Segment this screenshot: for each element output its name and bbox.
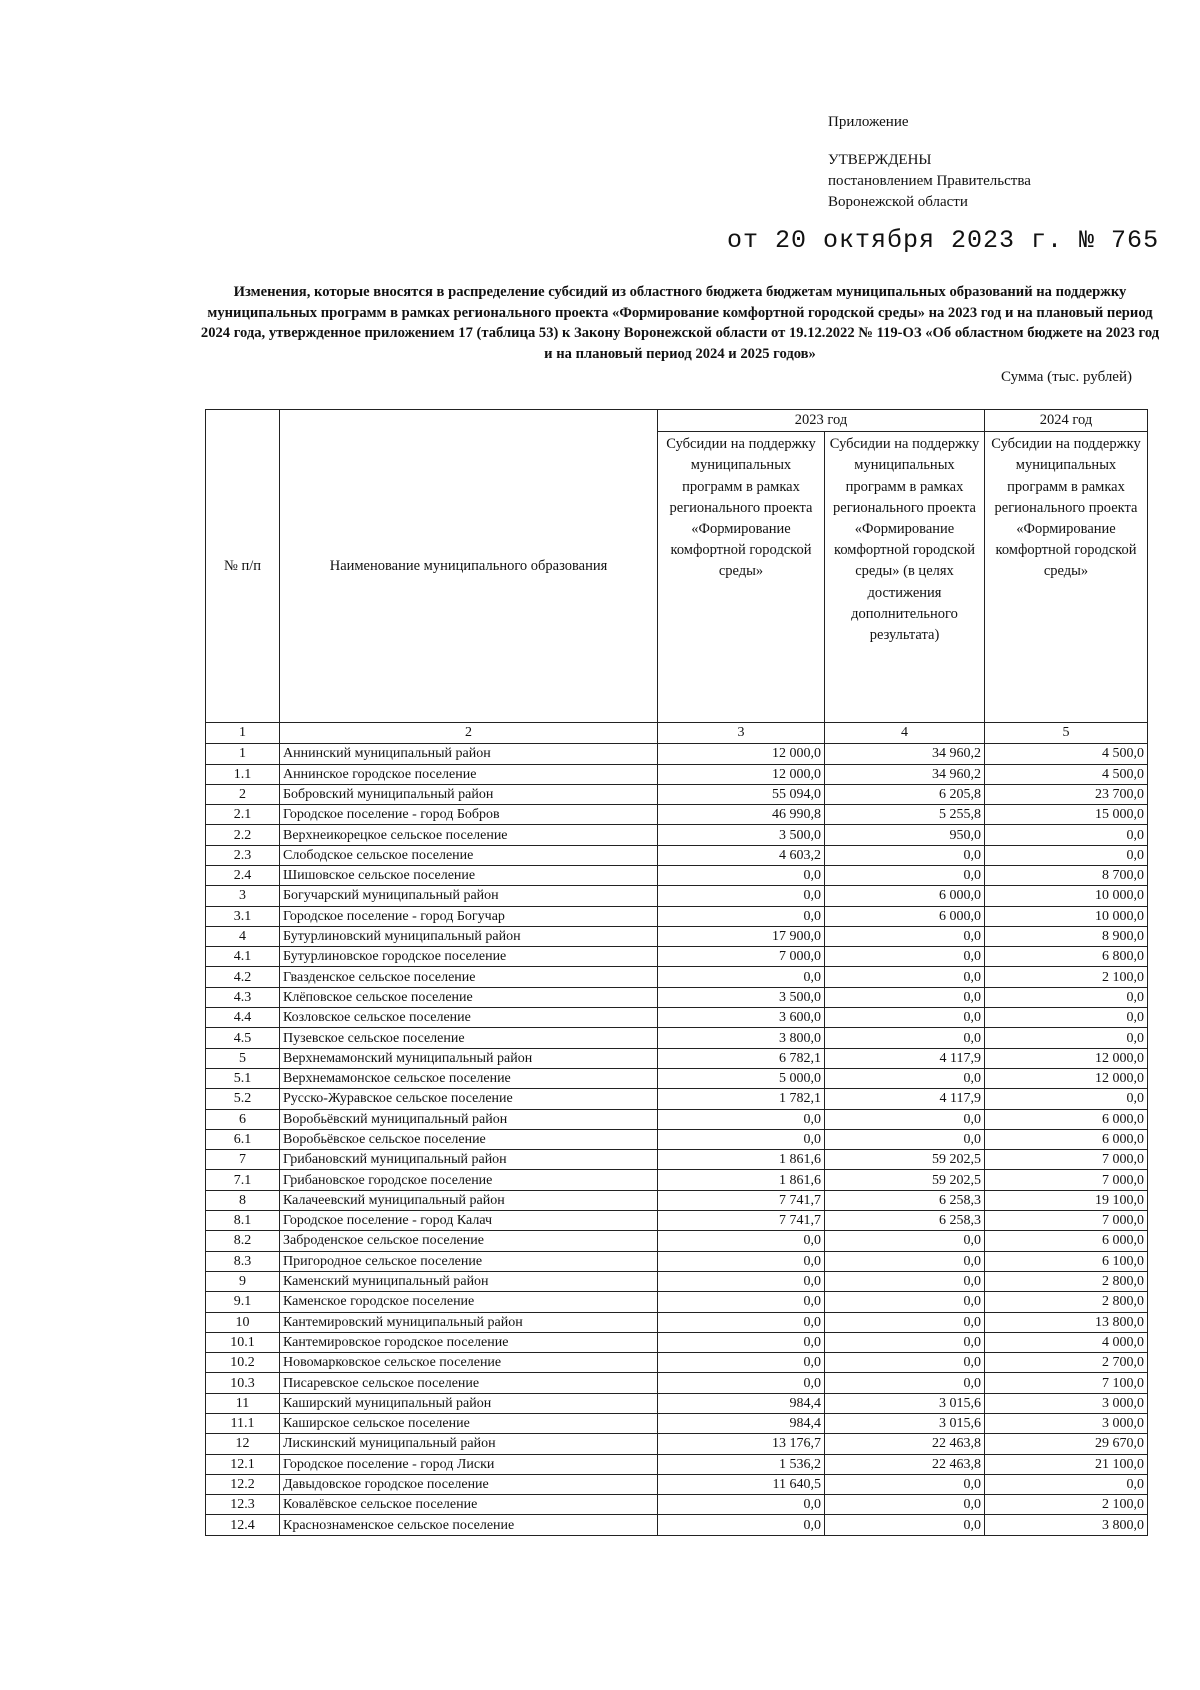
table-row [206, 1353, 1148, 1373]
value-2024-subsidy: 0,0 [985, 1008, 1148, 1028]
table-row [206, 1251, 1148, 1271]
table-row [206, 1292, 1148, 1312]
header-col4: Субсидии на поддержку муниципальных программ в рамках регионального проекта «Формирование комфортной городской среды» (в целях достижения дополнительного результата) [825, 432, 985, 723]
value-2023-additional: 0,0 [825, 1129, 985, 1149]
value-2024-subsidy: 10 000,0 [985, 906, 1148, 926]
value-2024-subsidy: 7 100,0 [985, 1373, 1148, 1393]
row-number: 8 [206, 1190, 280, 1210]
value-2023-subsidy: 3 800,0 [658, 1028, 825, 1048]
table-row [206, 1373, 1148, 1393]
municipality-name: Каширский муниципальный район [280, 1393, 658, 1413]
value-2024-subsidy: 0,0 [985, 987, 1148, 1007]
value-2024-subsidy: 0,0 [985, 1089, 1148, 1109]
row-number: 8.3 [206, 1251, 280, 1271]
value-2024-subsidy: 2 700,0 [985, 1353, 1148, 1373]
value-2023-additional: 0,0 [825, 1373, 985, 1393]
row-number: 9.1 [206, 1292, 280, 1312]
table-row [206, 906, 1148, 926]
value-2023-additional: 0,0 [825, 865, 985, 885]
municipality-name: Воробьёвское сельское поселение [280, 1129, 658, 1149]
municipality-name: Верхнемамонское сельское поселение [280, 1068, 658, 1088]
value-2024-subsidy: 21 100,0 [985, 1454, 1148, 1474]
table-row [206, 1474, 1148, 1494]
table-row [206, 1211, 1148, 1231]
value-2024-subsidy: 4 500,0 [985, 744, 1148, 764]
value-2024-subsidy: 15 000,0 [985, 805, 1148, 825]
value-2023-subsidy: 5 000,0 [658, 1068, 825, 1088]
approved-label: УТВЕРЖДЕНЫ [828, 152, 932, 168]
value-2024-subsidy: 23 700,0 [985, 784, 1148, 804]
row-number: 12.1 [206, 1454, 280, 1474]
value-2024-subsidy: 3 800,0 [985, 1515, 1148, 1535]
municipality-name: Богучарский муниципальный район [280, 886, 658, 906]
value-2023-subsidy: 0,0 [658, 865, 825, 885]
column-number: 3 [658, 723, 825, 744]
row-number: 2.1 [206, 805, 280, 825]
value-2023-subsidy: 0,0 [658, 1231, 825, 1251]
table-row [206, 805, 1148, 825]
value-2023-subsidy: 984,4 [658, 1393, 825, 1413]
municipality-name: Каширское сельское поселение [280, 1414, 658, 1434]
value-2023-subsidy: 4 603,2 [658, 845, 825, 865]
row-number: 12 [206, 1434, 280, 1454]
table-row [206, 865, 1148, 885]
municipality-name: Гвазденское сельское поселение [280, 967, 658, 987]
value-2023-additional: 3 015,6 [825, 1414, 985, 1434]
row-number: 9 [206, 1271, 280, 1291]
municipality-name: Слободское сельское поселение [280, 845, 658, 865]
value-2023-additional: 0,0 [825, 1292, 985, 1312]
municipality-name: Воробьёвский муниципальный район [280, 1109, 658, 1129]
value-2023-subsidy: 1 861,6 [658, 1170, 825, 1190]
value-2024-subsidy: 2 800,0 [985, 1271, 1148, 1291]
value-2023-additional: 0,0 [825, 1068, 985, 1088]
table-row [206, 1393, 1148, 1413]
row-number: 8.1 [206, 1211, 280, 1231]
row-number: 7.1 [206, 1170, 280, 1190]
row-number: 3 [206, 886, 280, 906]
row-number: 5.1 [206, 1068, 280, 1088]
municipality-name: Кантемировское городское поселение [280, 1332, 658, 1352]
value-2023-additional: 0,0 [825, 1028, 985, 1048]
value-2023-additional: 0,0 [825, 967, 985, 987]
municipality-name: Лискинский муниципальный район [280, 1434, 658, 1454]
municipality-name: Бутурлиновский муниципальный район [280, 926, 658, 946]
value-2023-additional: 950,0 [825, 825, 985, 845]
region-line: Воронежской области [828, 194, 968, 210]
table-row [206, 926, 1148, 946]
header-col3: Субсидии на поддержку муниципальных программ в рамках регионального проекта «Формирование комфортной городской среды» [658, 432, 825, 723]
municipality-name: Городское поселение - город Богучар [280, 906, 658, 926]
value-2024-subsidy: 0,0 [985, 825, 1148, 845]
value-2023-subsidy: 0,0 [658, 1109, 825, 1129]
municipality-name: Шишовское сельское поселение [280, 865, 658, 885]
value-2024-subsidy: 6 000,0 [985, 1129, 1148, 1149]
value-2023-additional: 34 960,2 [825, 764, 985, 784]
header-name: Наименование муниципального образования [280, 410, 658, 723]
row-number: 6 [206, 1109, 280, 1129]
row-number: 10.2 [206, 1353, 280, 1373]
value-2023-additional: 0,0 [825, 1109, 985, 1129]
document-title: Изменения, которые вносятся в распределение субсидий из областного бюджета бюджетам муниципальных образований на поддержку муниципальных программ в рамках регионального проекта «Формирование комфортной городской среды» на 2023 год и на плановый период 2024 года, утвержденное приложением 17 (таблица 53) к Закону Воронежской области от 19.12.2022 № 119-ОЗ «Об областном бюджете на 2023 год и на плановый период 2024 и 2025 годов» [200, 284, 1160, 362]
municipality-name: Пузевское сельское поселение [280, 1028, 658, 1048]
value-2023-subsidy: 55 094,0 [658, 784, 825, 804]
value-2023-additional: 0,0 [825, 845, 985, 865]
row-number: 12.3 [206, 1495, 280, 1515]
municipality-name: Пригородное сельское поселение [280, 1251, 658, 1271]
value-2023-additional: 4 117,9 [825, 1089, 985, 1109]
value-2023-subsidy: 12 000,0 [658, 744, 825, 764]
value-2023-additional: 0,0 [825, 987, 985, 1007]
row-number: 7 [206, 1150, 280, 1170]
appendix-label: Приложение [828, 114, 909, 130]
value-2023-additional: 0,0 [825, 1312, 985, 1332]
value-2024-subsidy: 3 000,0 [985, 1414, 1148, 1434]
table-row [206, 1048, 1148, 1068]
value-2023-subsidy: 3 500,0 [658, 987, 825, 1007]
value-2023-subsidy: 0,0 [658, 1251, 825, 1271]
table-row [206, 987, 1148, 1007]
table-row [206, 1008, 1148, 1028]
value-2023-subsidy: 0,0 [658, 1515, 825, 1535]
municipality-name: Писаревское сельское поселение [280, 1373, 658, 1393]
row-number: 6.1 [206, 1129, 280, 1149]
column-number: 4 [825, 723, 985, 744]
table-row [206, 1028, 1148, 1048]
table-row [206, 1089, 1148, 1109]
value-2023-subsidy: 1 861,6 [658, 1150, 825, 1170]
row-number: 11.1 [206, 1414, 280, 1434]
municipality-name: Козловское сельское поселение [280, 1008, 658, 1028]
row-number: 5.2 [206, 1089, 280, 1109]
header-col5: Субсидии на поддержку муниципальных программ в рамках регионального проекта «Формирование комфортной городской среды» [985, 432, 1148, 723]
subsidy-table [205, 409, 1148, 1536]
value-2023-subsidy: 0,0 [658, 1332, 825, 1352]
value-2024-subsidy: 6 100,0 [985, 1251, 1148, 1271]
value-2024-subsidy: 4 500,0 [985, 764, 1148, 784]
value-2023-additional: 0,0 [825, 1495, 985, 1515]
row-number: 8.2 [206, 1231, 280, 1251]
table-row [206, 1332, 1148, 1352]
table-row [206, 1495, 1148, 1515]
municipality-name: Верхнеикорецкое сельское поселение [280, 825, 658, 845]
value-2024-subsidy: 12 000,0 [985, 1068, 1148, 1088]
value-2023-additional: 0,0 [825, 926, 985, 946]
municipality-name: Аннинский муниципальный район [280, 744, 658, 764]
row-number: 3.1 [206, 906, 280, 926]
value-2024-subsidy: 8 900,0 [985, 926, 1148, 946]
row-number: 2 [206, 784, 280, 804]
row-number: 4.3 [206, 987, 280, 1007]
value-2023-additional: 0,0 [825, 1231, 985, 1251]
municipality-name: Калачеевский муниципальный район [280, 1190, 658, 1210]
value-2024-subsidy: 7 000,0 [985, 1170, 1148, 1190]
value-2023-additional: 6 205,8 [825, 784, 985, 804]
value-2023-subsidy: 0,0 [658, 1129, 825, 1149]
municipality-name: Аннинское городское поселение [280, 764, 658, 784]
municipality-name: Каменское городское поселение [280, 1292, 658, 1312]
value-2023-additional: 6 258,3 [825, 1211, 985, 1231]
row-number: 5 [206, 1048, 280, 1068]
value-2023-additional: 0,0 [825, 1353, 985, 1373]
column-number-row [206, 723, 1148, 744]
value-2024-subsidy: 4 000,0 [985, 1332, 1148, 1352]
municipality-name: Клёповское сельское поселение [280, 987, 658, 1007]
value-2023-additional: 6 000,0 [825, 906, 985, 926]
value-2023-subsidy: 7 741,7 [658, 1211, 825, 1231]
value-2023-additional: 59 202,5 [825, 1170, 985, 1190]
municipality-name: Заброденское сельское поселение [280, 1231, 658, 1251]
value-2024-subsidy: 0,0 [985, 1028, 1148, 1048]
approved-by-line: постановлением Правительства [828, 173, 1031, 189]
table-row [206, 1414, 1148, 1434]
table-body [206, 744, 1148, 1536]
value-2024-subsidy: 29 670,0 [985, 1434, 1148, 1454]
value-2024-subsidy: 6 800,0 [985, 947, 1148, 967]
value-2024-subsidy: 10 000,0 [985, 886, 1148, 906]
row-number: 2.3 [206, 845, 280, 865]
row-number: 4.4 [206, 1008, 280, 1028]
value-2023-subsidy: 0,0 [658, 967, 825, 987]
municipality-name: Верхнемамонский муниципальный район [280, 1048, 658, 1068]
value-2023-additional: 5 255,8 [825, 805, 985, 825]
value-2023-additional: 4 117,9 [825, 1048, 985, 1068]
municipality-name: Городское поселение - город Бобров [280, 805, 658, 825]
value-2023-subsidy: 0,0 [658, 1495, 825, 1515]
value-2024-subsidy: 2 800,0 [985, 1292, 1148, 1312]
value-2023-additional: 6 258,3 [825, 1190, 985, 1210]
value-2023-subsidy: 7 741,7 [658, 1190, 825, 1210]
municipality-name: Новомарковское сельское поселение [280, 1353, 658, 1373]
table-row [206, 967, 1148, 987]
row-number: 12.4 [206, 1515, 280, 1535]
table-row [206, 1231, 1148, 1251]
row-number: 10.1 [206, 1332, 280, 1352]
value-2023-subsidy: 46 990,8 [658, 805, 825, 825]
header-year-2023: 2023 год [658, 410, 985, 432]
row-number: 4.5 [206, 1028, 280, 1048]
municipality-name: Бутурлиновское городское поселение [280, 947, 658, 967]
value-2024-subsidy: 2 100,0 [985, 1495, 1148, 1515]
row-number: 2.4 [206, 865, 280, 885]
value-2023-subsidy: 12 000,0 [658, 764, 825, 784]
value-2023-subsidy: 1 536,2 [658, 1454, 825, 1474]
table-row [206, 784, 1148, 804]
row-number: 2.2 [206, 825, 280, 845]
value-2024-subsidy: 0,0 [985, 1474, 1148, 1494]
table-row [206, 1170, 1148, 1190]
row-number: 4.2 [206, 967, 280, 987]
value-2023-additional: 0,0 [825, 1515, 985, 1535]
municipality-name: Грибановское городское поселение [280, 1170, 658, 1190]
column-number: 5 [985, 723, 1148, 744]
value-2024-subsidy: 13 800,0 [985, 1312, 1148, 1332]
value-2023-additional: 22 463,8 [825, 1434, 985, 1454]
value-2023-subsidy: 3 600,0 [658, 1008, 825, 1028]
value-2023-subsidy: 0,0 [658, 1312, 825, 1332]
municipality-name: Краснознаменское сельское поселение [280, 1515, 658, 1535]
table-row [206, 764, 1148, 784]
value-2023-additional: 0,0 [825, 1251, 985, 1271]
value-2023-subsidy: 0,0 [658, 906, 825, 926]
municipality-name: Давыдовское городское поселение [280, 1474, 658, 1494]
table-row [206, 1068, 1148, 1088]
value-2024-subsidy: 19 100,0 [985, 1190, 1148, 1210]
row-number: 10.3 [206, 1373, 280, 1393]
value-2024-subsidy: 7 000,0 [985, 1211, 1148, 1231]
value-2023-additional: 0,0 [825, 1474, 985, 1494]
table-row [206, 1150, 1148, 1170]
header-no: № п/п [206, 410, 280, 723]
table-row [206, 825, 1148, 845]
value-2023-additional: 22 463,8 [825, 1454, 985, 1474]
value-2023-subsidy: 984,4 [658, 1414, 825, 1434]
value-2023-subsidy: 11 640,5 [658, 1474, 825, 1494]
municipality-name: Русско-Журавское сельское поселение [280, 1089, 658, 1109]
units-label: Сумма (тыс. рублей) [1000, 369, 1132, 385]
municipality-name: Кантемировский муниципальный район [280, 1312, 658, 1332]
value-2023-subsidy: 1 782,1 [658, 1089, 825, 1109]
value-2024-subsidy: 6 000,0 [985, 1231, 1148, 1251]
table-row [206, 1515, 1148, 1535]
municipality-name: Каменский муниципальный район [280, 1271, 658, 1291]
value-2023-additional: 0,0 [825, 947, 985, 967]
row-number: 1 [206, 744, 280, 764]
table-row [206, 1109, 1148, 1129]
row-number: 10 [206, 1312, 280, 1332]
value-2023-additional: 34 960,2 [825, 744, 985, 764]
value-2023-subsidy: 7 000,0 [658, 947, 825, 967]
municipality-name: Бобровский муниципальный район [280, 784, 658, 804]
value-2024-subsidy: 12 000,0 [985, 1048, 1148, 1068]
table-row [206, 1434, 1148, 1454]
value-2024-subsidy: 0,0 [985, 845, 1148, 865]
value-2023-additional: 0,0 [825, 1332, 985, 1352]
value-2023-additional: 6 000,0 [825, 886, 985, 906]
table-row [206, 1312, 1148, 1332]
row-number: 12.2 [206, 1474, 280, 1494]
table-row [206, 1129, 1148, 1149]
value-2024-subsidy: 3 000,0 [985, 1393, 1148, 1413]
value-2023-subsidy: 13 176,7 [658, 1434, 825, 1454]
approval-block [828, 112, 1031, 213]
row-number: 4 [206, 926, 280, 946]
value-2024-subsidy: 2 100,0 [985, 967, 1148, 987]
value-2023-subsidy: 0,0 [658, 1271, 825, 1291]
header-year-2024: 2024 год [985, 410, 1148, 432]
value-2023-subsidy: 6 782,1 [658, 1048, 825, 1068]
municipality-name: Городское поселение - город Лиски [280, 1454, 658, 1474]
table-row [206, 845, 1148, 865]
value-2023-subsidy: 0,0 [658, 1353, 825, 1373]
table-row [206, 947, 1148, 967]
value-2024-subsidy: 6 000,0 [985, 1109, 1148, 1129]
value-2023-additional: 0,0 [825, 1271, 985, 1291]
row-number: 1.1 [206, 764, 280, 784]
row-number: 11 [206, 1393, 280, 1413]
table-row [206, 886, 1148, 906]
value-2023-subsidy: 0,0 [658, 886, 825, 906]
decree-date-line: от 20 октября 2023 г. № 765 [727, 226, 1160, 255]
column-number: 2 [280, 723, 658, 744]
value-2023-subsidy: 3 500,0 [658, 825, 825, 845]
value-2023-additional: 59 202,5 [825, 1150, 985, 1170]
value-2023-subsidy: 0,0 [658, 1292, 825, 1312]
value-2023-additional: 3 015,6 [825, 1393, 985, 1413]
value-2023-additional: 0,0 [825, 1008, 985, 1028]
value-2023-subsidy: 0,0 [658, 1373, 825, 1393]
value-2024-subsidy: 8 700,0 [985, 865, 1148, 885]
municipality-name: Грибановский муниципальный район [280, 1150, 658, 1170]
municipality-name: Городское поселение - город Калач [280, 1211, 658, 1231]
value-2023-subsidy: 17 900,0 [658, 926, 825, 946]
table-row [206, 744, 1148, 764]
municipality-name: Ковалёвское сельское поселение [280, 1495, 658, 1515]
column-number: 1 [206, 723, 280, 744]
table-row [206, 1271, 1148, 1291]
table-row [206, 1190, 1148, 1210]
value-2024-subsidy: 7 000,0 [985, 1150, 1148, 1170]
table-row [206, 1454, 1148, 1474]
row-number: 4.1 [206, 947, 280, 967]
